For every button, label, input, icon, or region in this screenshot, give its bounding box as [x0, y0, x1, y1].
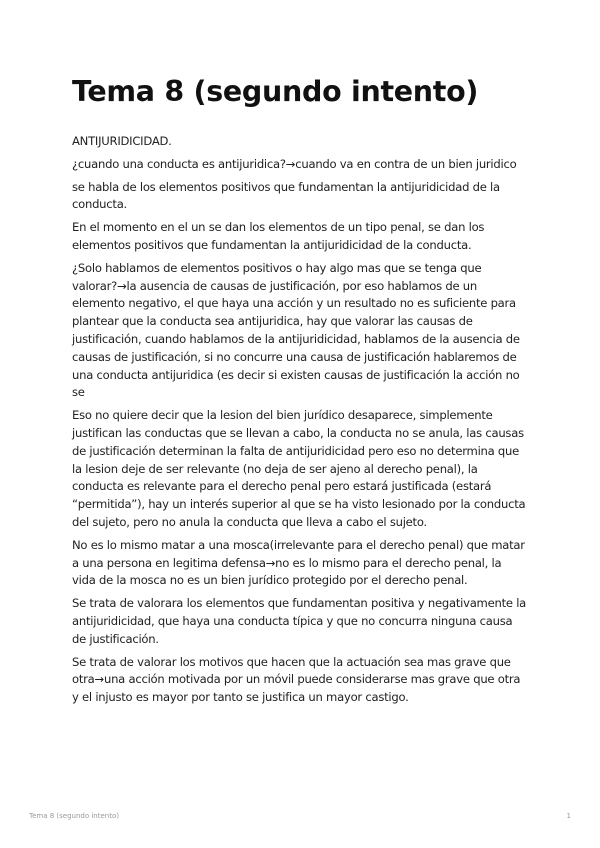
- paragraph-2: se habla de los elementos positivos que fundamentan la antijuridicidad de la conducta.: [72, 179, 500, 212]
- footer-page-number: 1: [566, 812, 571, 820]
- paragraph-7: Se trata de valorara los elementos que fundamentan positiva y negativamente la antijuridicidad, que haya una conducta típica y que no concurra ninguna causa de justificación.: [72, 596, 527, 646]
- paragraph-5: Eso no quiere decir que la lesion del bien jurídico desaparece, simplemente justifican las conductas que se llevan a cabo, la conducta no se anula, las causas de justificación determinan la falta de antijuridicidad pero eso no determina que la lesion deje de ser relevante (no deja de ser ajeno al derecho penal), la conducta es relevante para el derecho penal pero estará justificada (estará “permitida”), hay un interés superior al que se ha visto lesionado por la conducta del sujeto, pero no anula la conducta que lleva a cabo el sujeto.: [72, 408, 526, 529]
- page-title: Tema 8 (segundo intento): [72, 75, 479, 108]
- paragraph-1: ¿cuando una conducta es antijuridica?→cuando va en contra de un bien juridico: [72, 156, 517, 171]
- paragraph-3: En el momento en el un se dan los elementos de un tipo penal, se dan los elementos positivos que fundamentan la antijuridicidad de la conducta.: [72, 220, 485, 252]
- section-heading: ANTIJURIDICIDAD.: [72, 134, 172, 148]
- footer-title: Tema 8 (segundo intento): [29, 812, 119, 820]
- paragraph-8: Se trata de valorar los motivos que hacen que la actuación sea mas grave que otra→una acción motivada por un móvil puede considerarse mas grave que otra y el injusto es mayor por tanto se justifica un mayor castigo.: [72, 654, 521, 705]
- paragraph-4: ¿Solo hablamos de elementos positivos o hay algo mas que se tenga que valorar?→la ausencia de causas de justificación, por eso hablamos de un elemento negativo, el que haya una acción y un resultado no es suficiente para plantear que la conducta sea antijuridica, hay que valorar las causas de justificación, cuando hablamos de la antijuridicidad, hablamos de la ausencia de causas de justificación, si no concurre una causa de justificación hablaremos de una conducta antijuridica (es decir si existen causas de justificación la acción no se: [72, 260, 520, 400]
- document-body: [72, 133, 528, 712]
- paragraph-6: No es lo mismo matar a una mosca(irrelevante para el derecho penal) que matar a una persona en legitima defensa→no es lo mismo para el derecho penal, la vida de la mosca no es un bien jurídico protegido por el derecho penal.: [72, 537, 525, 588]
